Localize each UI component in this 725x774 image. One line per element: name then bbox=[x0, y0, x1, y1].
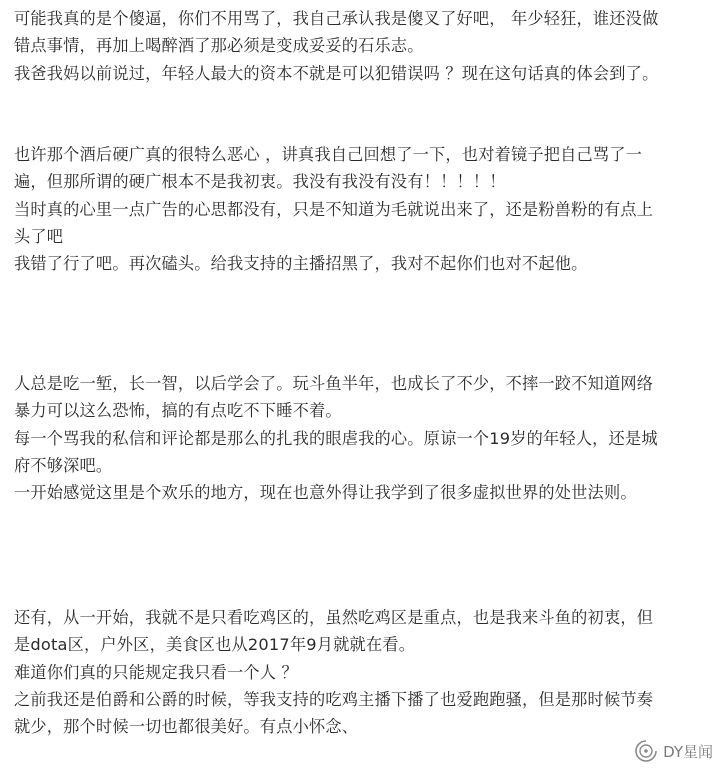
wechat-official-account-icon bbox=[633, 738, 659, 764]
paragraph-4 bbox=[14, 604, 722, 740]
text-line: 我错了行了吧。再次磕头。给我支持的主播招黑了，我对不起你们也对不起他。 bbox=[14, 254, 588, 274]
text-line: 可能我真的是个傻逼，你们不用骂了，我自己承认我是傻叉了好吧， 年少轻狂，谁还没做 bbox=[14, 9, 659, 28]
text-line: 遍，但那所谓的硬广根本不是我初衷。我没有我没有没有！！！！！ bbox=[14, 172, 506, 192]
text-line: 也许那个酒后硬广真的很特么恶心 ，讲真我自己回想了一下，也对着镜子把自己骂了一 bbox=[14, 145, 643, 164]
text-line: 就少，那个时候一切也都很美好。有点小怀念、 bbox=[14, 717, 359, 737]
text-line: 是dota区，户外区，美食区也从2017年9月就就在看。 bbox=[14, 635, 416, 655]
paragraph-3 bbox=[14, 370, 722, 506]
text-line: 头了吧 bbox=[14, 226, 64, 246]
paragraph-2 bbox=[14, 141, 722, 277]
text-line: 难道你们真的只能规定我只看一个人 ？ bbox=[14, 662, 298, 682]
text-line: 人总是吃一堑，长一智，以后学会了。玩斗鱼半年，也成长了不少，不摔一跤不知道网络 bbox=[14, 374, 654, 393]
text-line: 暴力可以这么恐怖，搞的有点吃不下睡不着。 bbox=[14, 401, 342, 421]
text-line: 当时真的心里一点广告的心思都没有，只是不知道为毛就说出来了，还是粉兽粉的有点上 bbox=[14, 199, 654, 219]
text-line: 错点事情，再加上喝醉酒了那必须是变成妥妥的石乐志。 bbox=[14, 36, 424, 56]
paragraph-1 bbox=[14, 5, 722, 87]
text-line: 还有，从一开始，我就不是只看吃鸡区的，虽然吃鸡区是重点，也是我来斗鱼的初衷，但 bbox=[14, 608, 654, 627]
watermark bbox=[633, 736, 713, 766]
watermark-text: DY星闻 bbox=[663, 742, 713, 761]
text-line: 一开始感觉这里是个欢乐的地方，现在也意外得让我学到了很多虚拟世界的处世法则。 bbox=[14, 483, 637, 503]
text-line: 府不够深吧。 bbox=[14, 455, 113, 475]
text-line: 我爸我妈以前说过，年轻人最大的资本不就是可以犯错误吗 ？现在这句话真的体会到了。 bbox=[14, 63, 659, 83]
text-line: 之前我还是伯爵和公爵的时候，等我支持的吃鸡主播下播了也爱跑跑骚，但是那时候节奏 bbox=[14, 689, 654, 709]
text-line: 每一个骂我的私信和评论都是那么的扎我的眼虐我的心。原谅一个19岁的年轻人，还是城 bbox=[14, 428, 658, 448]
